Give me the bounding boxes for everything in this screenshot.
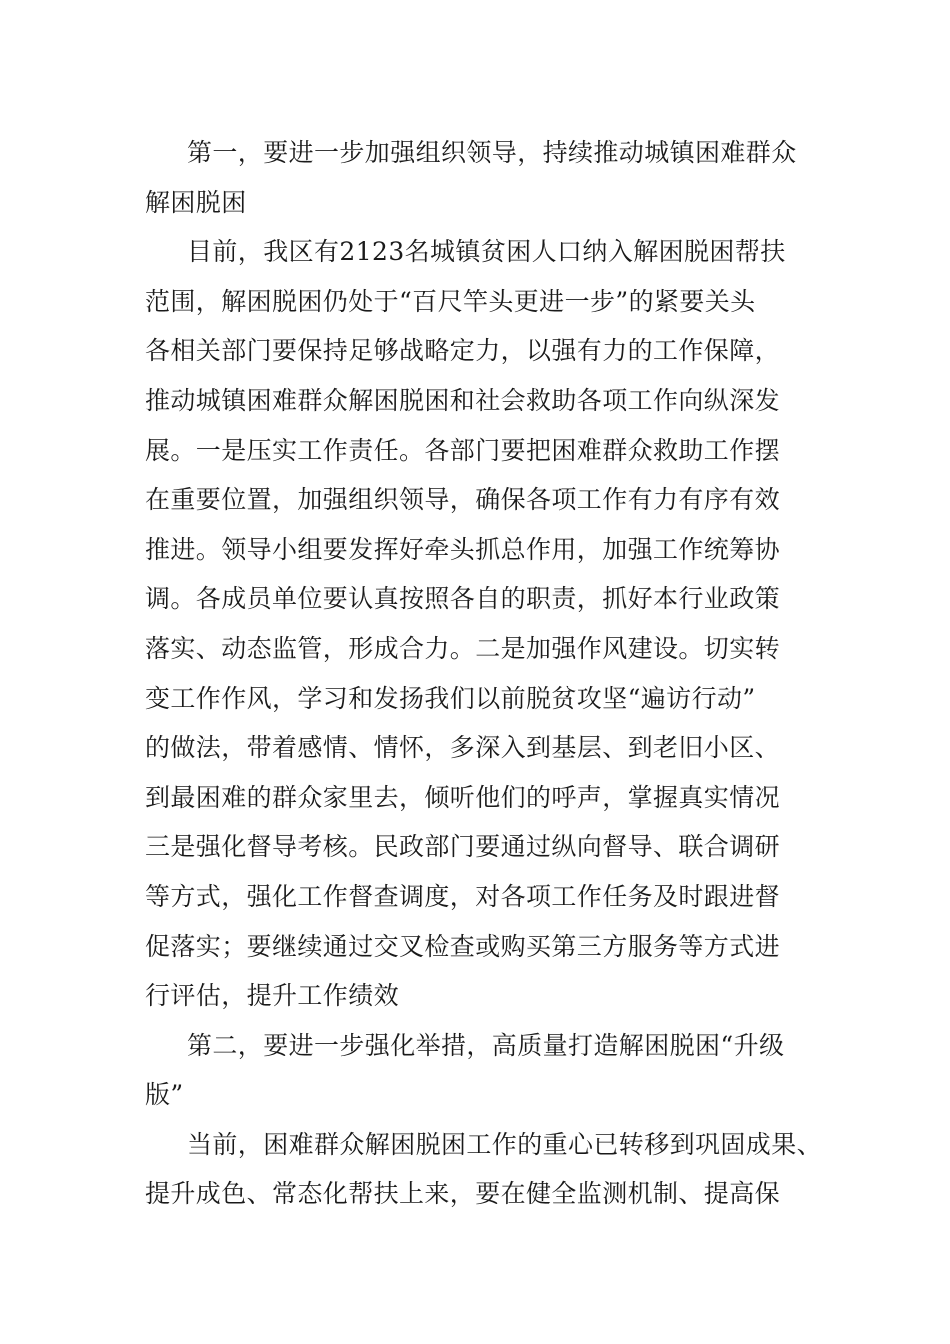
section-1	[145, 128, 825, 1021]
paragraph-line: 变工作作风，学习和发扬我们以前脱贫攻坚“遍访行动”	[145, 683, 756, 713]
paragraph-line: 目前，我区有2123名城镇贫困人口纳入解困脱困帮扶	[187, 237, 786, 267]
section-2	[145, 1021, 825, 1219]
section-heading: 解困脱困	[145, 187, 247, 217]
paragraph-line: 到最困难的群众家里去，倾听他们的呼声，掌握真实情况	[145, 782, 781, 812]
paragraph-line: 范围，解困脱困仍处于“百尺竿头更进一步”的紧要关头	[145, 286, 756, 316]
document-body	[145, 128, 825, 1219]
paragraph-line: 在重要位置，加强组织领导，确保各项工作有力有序有效	[145, 485, 781, 515]
paragraph-line: 推进。领导小组要发挥好牵头抓总作用，加强工作统筹协	[145, 534, 781, 564]
paragraph-line: 展。一是压实工作责任。各部门要把困难群众救助工作摆	[145, 435, 781, 465]
section-heading: 第二，要进一步强化举措，高质量打造解困脱困“升级	[187, 1030, 785, 1060]
paragraph-line: 三是强化督导考核。民政部门要通过纵向督导、联合调研	[145, 832, 781, 862]
paragraph-line: 调。各成员单位要认真按照各自的职责，抓好本行业政策	[145, 584, 781, 614]
paragraph-line: 当前，困难群众解困脱困工作的重心已转移到巩固成果、	[187, 1129, 823, 1159]
paragraph-line: 行评估，提升工作绩效	[145, 981, 400, 1011]
paragraph-line: 落实、动态监管，形成合力。二是加强作风建设。切实转	[145, 633, 781, 663]
paragraph-line: 推动城镇困难群众解困脱困和社会救助各项工作向纵深发	[145, 385, 781, 415]
paragraph-line: 各相关部门要保持足够战略定力，以强有力的工作保障，	[145, 336, 781, 366]
paragraph-line: 促落实；要继续通过交叉检查或购买第三方服务等方式进	[145, 931, 781, 961]
section-heading: 版”	[145, 1080, 184, 1110]
paragraph-line: 的做法，带着感情、情怀，多深入到基层、到老旧小区、	[145, 733, 781, 763]
paragraph-line: 提升成色、常态化帮扶上来，要在健全监测机制、提高保	[145, 1179, 781, 1209]
section-heading: 第一，要进一步加强组织领导，持续推动城镇困难群众	[187, 138, 797, 167]
paragraph-line: 等方式，强化工作督查调度，对各项工作任务及时跟进督	[145, 881, 781, 911]
